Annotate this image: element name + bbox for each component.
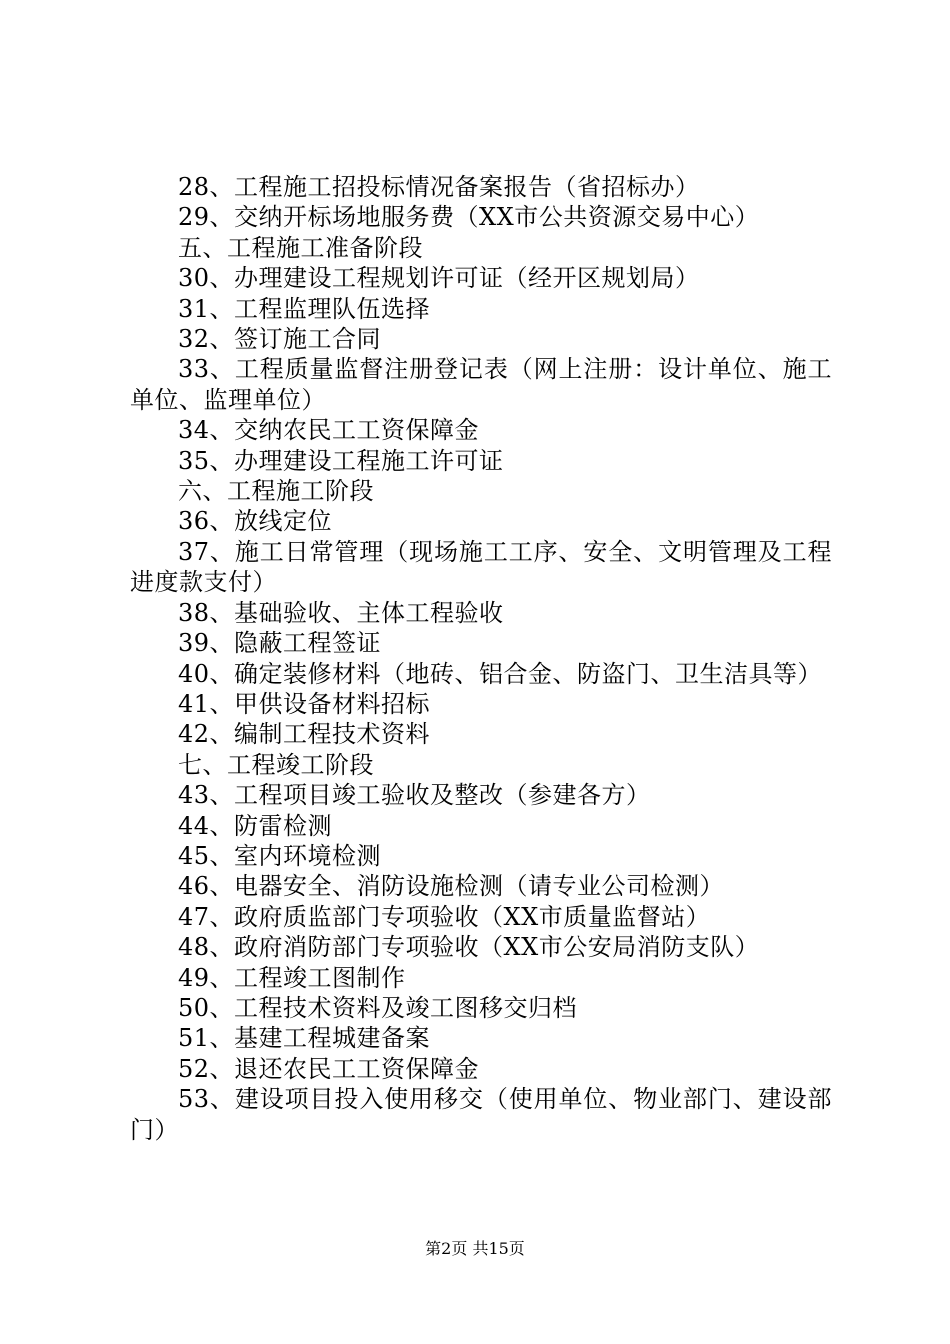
document-line: 32、签订施工合同 — [178, 325, 382, 354]
document-line: 39、隐蔽工程签证 — [178, 629, 382, 658]
document-line: 49、工程竣工图制作 — [178, 963, 406, 992]
document-line: 29、交纳开标场地服务费（XX市公共资源交易中心） — [178, 203, 760, 232]
document-line: 46、电器安全、消防设施检测（请专业公司检测） — [178, 872, 725, 901]
document-line: 47、政府质监部门专项验收（XX市质量监督站） — [178, 902, 711, 931]
document-line: 45、室内环境检测 — [178, 841, 382, 870]
document-body — [130, 172, 832, 1145]
document-line: 34、交纳农民工工资保障金 — [178, 416, 480, 445]
document-line: 31、工程监理队伍选择 — [178, 294, 431, 323]
document-line: 52、退还农民工工资保障金 — [178, 1054, 480, 1083]
page-footer: 第2页 共15页 — [425, 1239, 525, 1258]
document-line: 37、施工日常管理（现场施工工序、安全、文明管理及工程进度款支付） — [130, 537, 832, 597]
document-line: 48、政府消防部门专项验收（XX市公安局消防支队） — [178, 933, 760, 962]
document-line: 六、工程施工阶段 — [178, 477, 374, 506]
document-line: 35、办理建设工程施工许可证 — [178, 446, 504, 475]
document-line: 36、放线定位 — [178, 507, 333, 536]
document-line: 44、防雷检测 — [178, 811, 333, 840]
document-line: 五、工程施工准备阶段 — [178, 233, 423, 262]
document-line: 28、工程施工招投标情况备案报告（省招标办） — [178, 173, 700, 201]
document-line: 53、建设项目投入使用移交（使用单位、物业部门、建设部门） — [130, 1085, 832, 1144]
document-line: 41、甲供设备材料招标 — [178, 689, 431, 718]
document-line: 50、工程技术资料及竣工图移交归档 — [178, 993, 578, 1022]
document-line: 38、基础验收、主体工程验收 — [178, 598, 504, 627]
document-line: 43、工程项目竣工验收及整改（参建各方） — [178, 781, 651, 810]
document-line: 40、确定装修材料（地砖、铝合金、防盗门、卫生洁具等） — [178, 659, 823, 688]
document-line: 51、基建工程城建备案 — [178, 1024, 431, 1053]
document-line: 33、工程质量监督注册登记表（网上注册：设计单位、施工单位、监理单位） — [130, 355, 832, 414]
document-line: 42、编制工程技术资料 — [178, 720, 431, 749]
document-line: 30、办理建设工程规划许可证（经开区规划局） — [178, 264, 700, 293]
document-line: 七、工程竣工阶段 — [178, 750, 374, 779]
